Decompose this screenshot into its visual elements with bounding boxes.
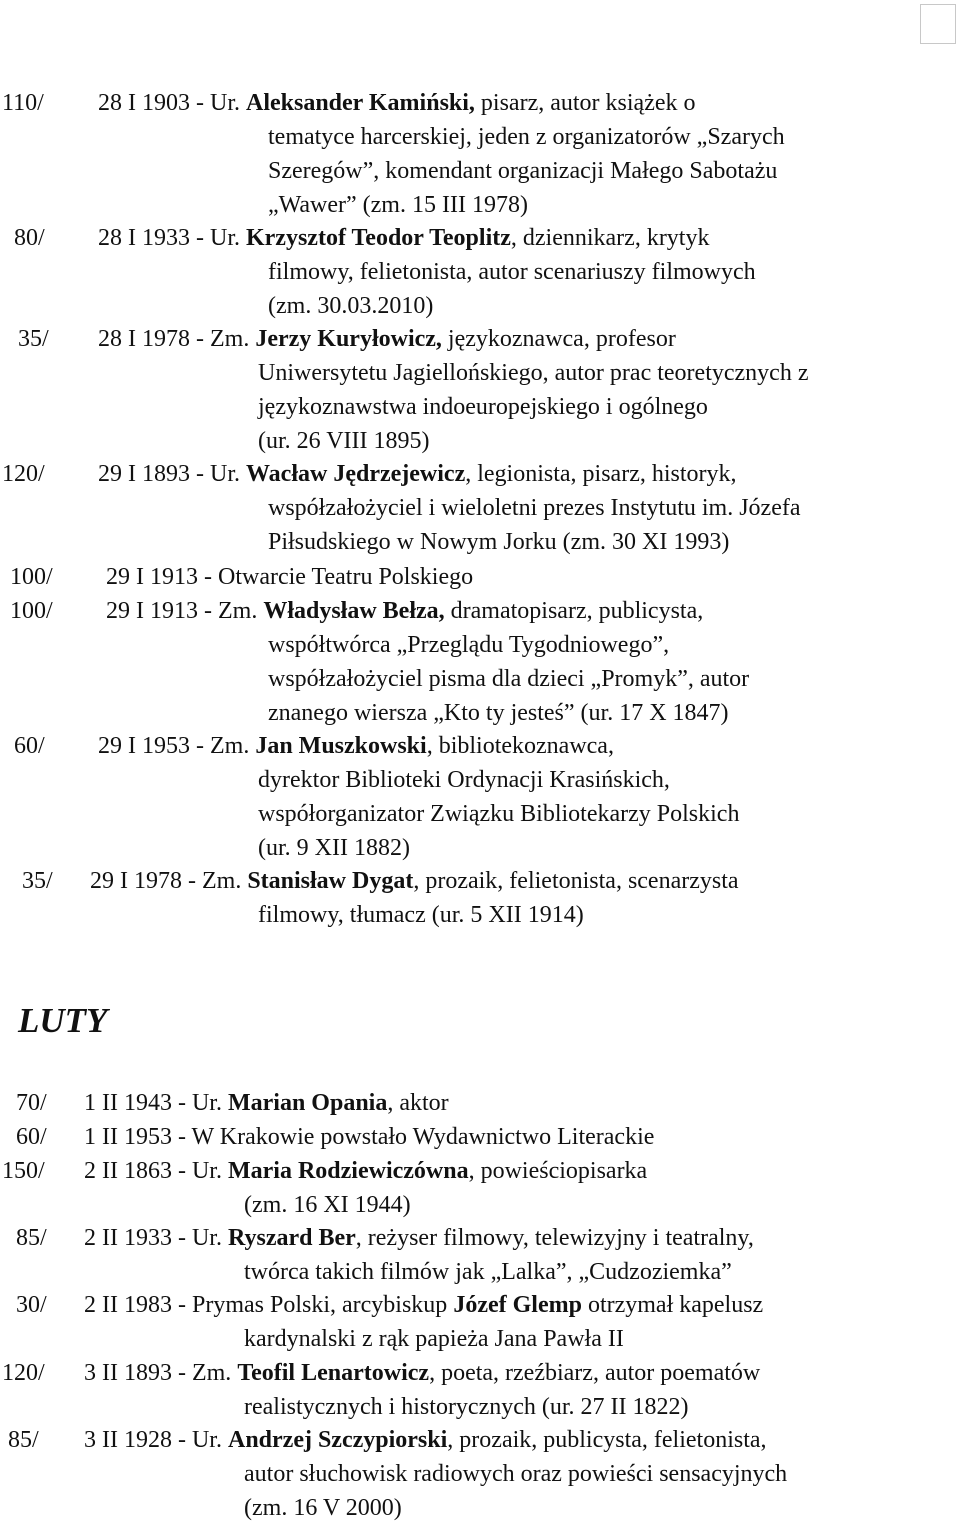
- entry-description: , powieściopisarka: [468, 1158, 648, 1184]
- anniversary-number: 35/: [18, 326, 49, 352]
- entry-date-event: 29 I 1913 - Otwarcie Teatru Polskiego: [106, 564, 474, 590]
- entry-date-event: 28 I 1933 - Ur.: [98, 225, 246, 251]
- entry-first-line: [98, 221, 709, 255]
- person-name: Wacław Jędrzejewicz: [245, 461, 466, 487]
- entry-date-event: 28 I 1978 - Zm.: [98, 326, 256, 352]
- entry-description: językoznawca, profesor: [441, 326, 676, 352]
- entry-description: otrzymał kapelusz: [581, 1292, 764, 1318]
- entry-continuation-line: dyrektor Biblioteki Ordynacji Krasińskich,: [258, 767, 670, 793]
- entry-first-line: [106, 594, 703, 628]
- entry-continuation-line: Piłsudskiego w Nowym Jorku (zm. 30 XI 1993): [268, 529, 730, 555]
- entry-continuation-line: kardynalski z rąk papieża Jana Pawła II: [244, 1326, 624, 1352]
- person-name: Aleksander Kamiński,: [245, 90, 475, 116]
- entry-description: , prozaik, publicysta, felietonista,: [447, 1427, 767, 1453]
- entry-date-event: 29 I 1893 - Ur.: [98, 461, 246, 487]
- entry-description: , legionista, pisarz, historyk,: [465, 461, 737, 487]
- anniversary-number: 120/: [2, 1360, 45, 1386]
- entry-date-event: 3 II 1893 - Zm.: [84, 1360, 238, 1386]
- entry-description: , prozaik, felietonista, scenarzysta: [413, 868, 739, 894]
- entry-continuation-line: „Wawer” (zm. 15 III 1978): [268, 192, 528, 218]
- anniversary-number: 30/: [16, 1292, 47, 1318]
- entry-description: , bibliotekoznawca,: [426, 733, 614, 759]
- entry-first-line: [98, 322, 676, 356]
- entry-description: , dziennikarz, krytyk: [510, 225, 710, 251]
- entry-continuation-line: (zm. 30.03.2010): [268, 293, 434, 319]
- anniversary-number: 120/: [2, 461, 45, 487]
- entry-continuation-line: filmowy, felietonista, autor scenariuszy filmowych: [268, 259, 756, 285]
- anniversary-number: 110/: [2, 90, 44, 116]
- person-name: Józef Glemp: [453, 1292, 582, 1318]
- person-name: Maria Rodziewiczówna: [227, 1158, 469, 1184]
- entry-continuation-line: Szeregów”, komendant organizacji Małego Sabotażu: [268, 158, 778, 184]
- entry-continuation-line: realistycznych i historycznych (ur. 27 II 1822): [244, 1394, 689, 1420]
- entry-date-event: 2 II 1983 - Prymas Polski, arcybiskup: [84, 1292, 454, 1318]
- entry-continuation-line: (ur. 26 VIII 1895): [258, 428, 430, 454]
- person-name: Jerzy Kuryłowicz,: [255, 326, 442, 352]
- anniversary-number: 85/: [8, 1427, 39, 1453]
- entry-continuation-line: (zm. 16 V 2000): [244, 1495, 402, 1521]
- anniversary-number: 100/: [10, 598, 53, 624]
- entry-date-event: 2 II 1863 - Ur.: [84, 1158, 228, 1184]
- anniversary-number: 70/: [16, 1090, 47, 1116]
- entry-description: , reżyser filmowy, telewizyjny i teatralny,: [355, 1225, 754, 1251]
- entry-continuation-line: (zm. 16 XI 1944): [244, 1192, 411, 1218]
- entry-continuation-line: współzałożyciel i wieloletni prezes Instytutu im. Józefa: [268, 495, 801, 521]
- anniversary-number: 150/: [2, 1158, 45, 1184]
- page-corner-box: [920, 4, 956, 44]
- entry-continuation-line: tematyce harcerskiej, jeden z organizatorów „Szarych: [268, 124, 785, 150]
- entry-description: , aktor: [387, 1090, 449, 1116]
- person-name: Władysław Bełza,: [263, 598, 445, 624]
- anniversary-number: 100/: [10, 564, 53, 590]
- entry-continuation-line: autor słuchowisk radiowych oraz powieści sensacyjnych: [244, 1461, 788, 1487]
- person-name: Teofil Lenartowicz: [237, 1360, 430, 1386]
- anniversary-number: 35/: [22, 868, 53, 894]
- entry-first-line: [106, 560, 473, 594]
- entry-first-line: [84, 1288, 763, 1322]
- entry-continuation-line: językoznawstwa indoeuropejskiego i ogólnego: [258, 394, 708, 420]
- entry-continuation-line: współorganizator Związku Bibliotekarzy Polskich: [258, 801, 740, 827]
- person-name: Krzysztof Teodor Teoplitz: [245, 225, 511, 251]
- person-name: Ryszard Ber: [227, 1225, 356, 1251]
- entry-continuation-line: współtwórca „Przeglądu Tygodniowego”,: [268, 632, 670, 658]
- entry-continuation-line: filmowy, tłumacz (ur. 5 XII 1914): [258, 902, 584, 928]
- entry-description: dramatopisarz, publicysta,: [444, 598, 704, 624]
- entry-date-event: 2 II 1933 - Ur.: [84, 1225, 228, 1251]
- entry-date-event: 29 I 1978 - Zm.: [90, 868, 248, 894]
- person-name: Marian Opania: [227, 1090, 388, 1116]
- entry-first-line: [98, 457, 737, 491]
- entry-date-event: 3 II 1928 - Ur.: [84, 1427, 228, 1453]
- entry-continuation-line: Uniwersytetu Jagiellońskiego, autor prac teoretycznych z: [258, 360, 809, 386]
- entry-first-line: [84, 1423, 767, 1457]
- entry-continuation-line: znanego wiersza „Kto ty jesteś” (ur. 17 X 1847): [268, 700, 729, 726]
- anniversary-number: 60/: [16, 1124, 47, 1150]
- entry-first-line: [84, 1086, 449, 1120]
- entry-continuation-line: współzałożyciel pisma dla dzieci „Promyk”, autor: [268, 666, 750, 692]
- entry-first-line: [84, 1356, 760, 1390]
- entry-date-event: 1 II 1953 - W Krakowie powstało Wydawnictwo Literackie: [84, 1124, 655, 1150]
- entry-date-event: 29 I 1913 - Zm.: [106, 598, 264, 624]
- entry-description: pisarz, autor książek o: [474, 90, 696, 116]
- entry-first-line: [98, 86, 696, 120]
- anniversary-number: 60/: [14, 733, 45, 759]
- entry-date-event: 1 II 1943 - Ur.: [84, 1090, 228, 1116]
- anniversary-number: 85/: [16, 1225, 47, 1251]
- entry-date-event: 28 I 1903 - Ur.: [98, 90, 246, 116]
- entry-date-event: 29 I 1953 - Zm.: [98, 733, 256, 759]
- anniversary-number: 80/: [14, 225, 45, 251]
- month-heading: LUTY: [18, 1001, 108, 1040]
- entry-continuation-line: (ur. 9 XII 1882): [258, 835, 410, 861]
- entry-first-line: [90, 864, 739, 898]
- entry-continuation-line: twórca takich filmów jak „Lalka”, „Cudzoziemka”: [244, 1259, 732, 1285]
- person-name: Andrzej Szczypiorski: [227, 1427, 448, 1453]
- entry-first-line: [84, 1221, 754, 1255]
- entry-description: , poeta, rzeźbiarz, autor poematów: [429, 1360, 761, 1386]
- entry-first-line: [98, 729, 614, 763]
- entry-first-line: [84, 1120, 654, 1154]
- entry-first-line: [84, 1154, 647, 1188]
- person-name: Jan Muszkowski: [255, 733, 427, 759]
- person-name: Stanisław Dygat: [247, 868, 414, 894]
